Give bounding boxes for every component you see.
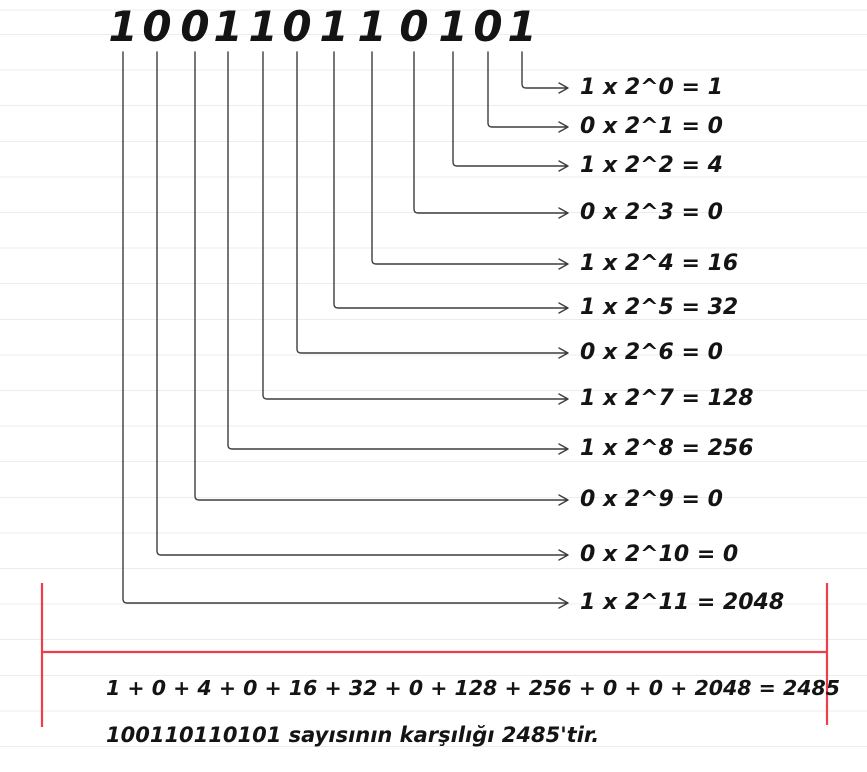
power-expression-p0: 1 x 2^0 = 1 bbox=[580, 75, 723, 100]
power-expression-p9: 0 x 2^9 = 0 bbox=[580, 487, 723, 512]
power-expression-p11: 1 x 2^11 = 2048 bbox=[580, 590, 785, 615]
binary-digit-8: 0 bbox=[399, 2, 429, 51]
connector-arrow-p8 bbox=[228, 52, 568, 454]
binary-digit-5: 0 bbox=[282, 2, 312, 51]
connector-arrow-p4 bbox=[372, 52, 568, 269]
connector-arrow-p2 bbox=[453, 52, 568, 171]
connector-arrow-p11 bbox=[123, 52, 568, 608]
power-expression-p7: 1 x 2^7 = 128 bbox=[580, 386, 754, 411]
binary-digit-0: 1 bbox=[108, 2, 138, 51]
binary-digit-2: 0 bbox=[180, 2, 210, 51]
connector-arrow-p7 bbox=[263, 52, 568, 404]
binary-digit-10: 0 bbox=[473, 2, 503, 51]
binary-digit-11: 1 bbox=[507, 2, 537, 51]
power-expression-p5: 1 x 2^5 = 32 bbox=[580, 295, 739, 320]
connector-arrow-p5 bbox=[334, 52, 568, 313]
connector-arrow-p6 bbox=[297, 52, 568, 358]
connector-arrow-p0 bbox=[522, 52, 568, 93]
connector-arrow-p3 bbox=[414, 52, 568, 218]
power-expression-p8: 1 x 2^8 = 256 bbox=[580, 436, 754, 461]
connector-arrow-p1 bbox=[488, 52, 568, 132]
power-expression-p3: 0 x 2^3 = 0 bbox=[580, 200, 723, 225]
power-expression-p1: 0 x 2^1 = 0 bbox=[580, 114, 723, 139]
binary-digit-9: 1 bbox=[438, 2, 468, 51]
binary-digit-6: 1 bbox=[319, 2, 349, 51]
connector-arrow-p10 bbox=[157, 52, 568, 560]
connector-arrows bbox=[123, 52, 568, 608]
power-expression-p6: 0 x 2^6 = 0 bbox=[580, 340, 723, 365]
connector-arrow-p9 bbox=[195, 52, 568, 505]
conclusion-text: 100110110101 sayısının karşılığı 2485'tir. bbox=[106, 723, 600, 747]
binary-digit-1: 0 bbox=[142, 2, 172, 51]
binary-digit-4: 1 bbox=[248, 2, 278, 51]
power-expression-p2: 1 x 2^2 = 4 bbox=[580, 153, 723, 178]
binary-digit-7: 1 bbox=[357, 2, 387, 51]
power-expression-p4: 1 x 2^4 = 16 bbox=[580, 251, 739, 276]
sum-equation: 1 + 0 + 4 + 0 + 16 + 32 + 0 + 128 + 256 + 0 + 0 + 2048 = 2485 bbox=[106, 676, 841, 700]
power-expression-p10: 0 x 2^10 = 0 bbox=[580, 542, 739, 567]
binary-digit-3: 1 bbox=[213, 2, 243, 51]
